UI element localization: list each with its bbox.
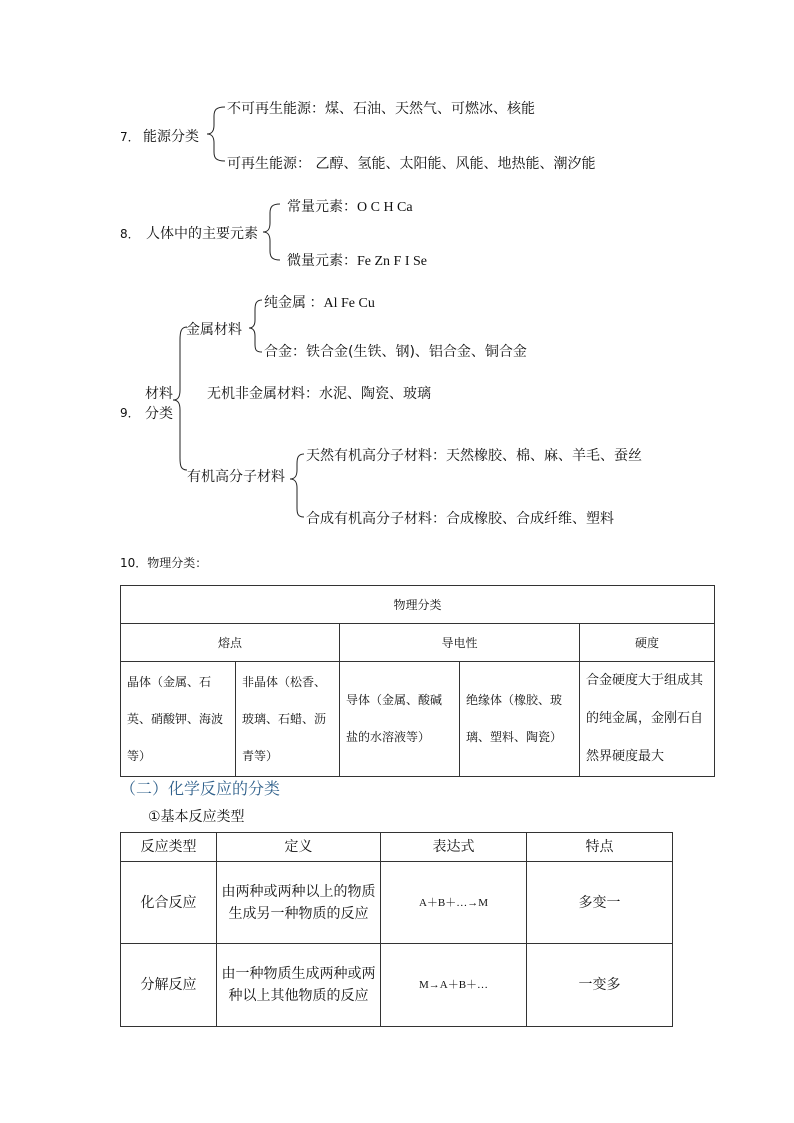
section-2-subtitle: ①基本反应类型 — [148, 809, 245, 825]
item-9-label-bottom: 分类 — [145, 406, 173, 422]
physical-table-title: 物理分类 — [121, 586, 715, 624]
definition-cell: 由两种或两种以上的物质生成另一种物质的反应 — [217, 862, 381, 944]
column-conductivity: 导电性 — [340, 624, 580, 662]
item-8-line-2: 微量元素：Fe Zn F I Se — [287, 254, 427, 269]
column-hardness: 硬度 — [580, 624, 715, 662]
header-reaction-type: 反应类型 — [121, 833, 217, 862]
item-8-label: 人体中的主要元素 — [146, 226, 258, 242]
item-8-number: 8． — [120, 227, 140, 241]
expression-cell: A＋B＋…→M — [381, 862, 527, 944]
item-8-line-1: 常量元素：O C H Ca — [287, 200, 413, 215]
noncrystal-cell: 非晶体（松香、玻璃、石蜡、沥青等） — [236, 662, 340, 777]
item-7-number: 7． — [120, 130, 140, 144]
reaction-type-cell: 化合反应 — [121, 862, 217, 944]
header-definition: 定义 — [217, 833, 381, 862]
reaction-type-cell: 分解反应 — [121, 944, 217, 1027]
conductor-cell: 导体（金属、酸碱盐的水溶液等） — [340, 662, 460, 777]
crystal-cell: 晶体（金属、石英、硝酸钾、海波等） — [121, 662, 236, 777]
definition-cell: 由一种物质生成两种或两种以上其他物质的反应 — [217, 944, 381, 1027]
item-7-line-1: 不可再生能源：煤、石油、天然气、可燃冰、核能 — [227, 101, 535, 117]
pure-metal-line: 纯金属 ：Al Fe Cu — [264, 296, 375, 311]
inorganic-material-line: 无机非金属材料：水泥、陶瓷、玻璃 — [207, 386, 431, 402]
reaction-types-table — [120, 832, 673, 1027]
feature-cell: 多变一 — [527, 862, 673, 944]
alloy-line: 合金：铁合金(生铁、钢)、铝合金、铜合金 — [264, 344, 527, 360]
expression-cell: M→A＋B＋… — [381, 944, 527, 1027]
column-melting-point: 熔点 — [121, 624, 340, 662]
hardness-cell: 合金硬度大于组成其的纯金属，金刚石自然界硬度最大 — [580, 662, 715, 777]
item-9-label-top: 材料 — [145, 386, 173, 402]
synthetic-polymer-line: 合成有机高分子材料：合成橡胶、合成纤维、塑料 — [306, 511, 614, 527]
table-row — [121, 862, 673, 944]
item-7-label: 能源分类 — [143, 129, 199, 145]
organic-material-label: 有机高分子材料 — [187, 469, 285, 485]
insulator-cell: 绝缘体（橡胶、玻璃、塑料、陶瓷） — [460, 662, 580, 777]
natural-polymer-line: 天然有机高分子材料：天然橡胶、棉、麻、羊毛、蚕丝 — [306, 448, 642, 464]
header-expression: 表达式 — [381, 833, 527, 862]
metal-material-label: 金属材料 — [186, 322, 242, 338]
item-10-heading: 10．物理分类： — [120, 556, 208, 570]
header-feature: 特点 — [527, 833, 673, 862]
table-row — [121, 944, 673, 1027]
item-7-line-2: 可再生能源： 乙醇、氢能、太阳能、风能、地热能、潮汐能 — [227, 156, 596, 172]
section-2-title: （二）化学反应的分类 — [120, 779, 281, 798]
feature-cell: 一变多 — [527, 944, 673, 1027]
physical-classification-table — [120, 585, 715, 777]
item-9-number: 9． — [120, 406, 140, 420]
